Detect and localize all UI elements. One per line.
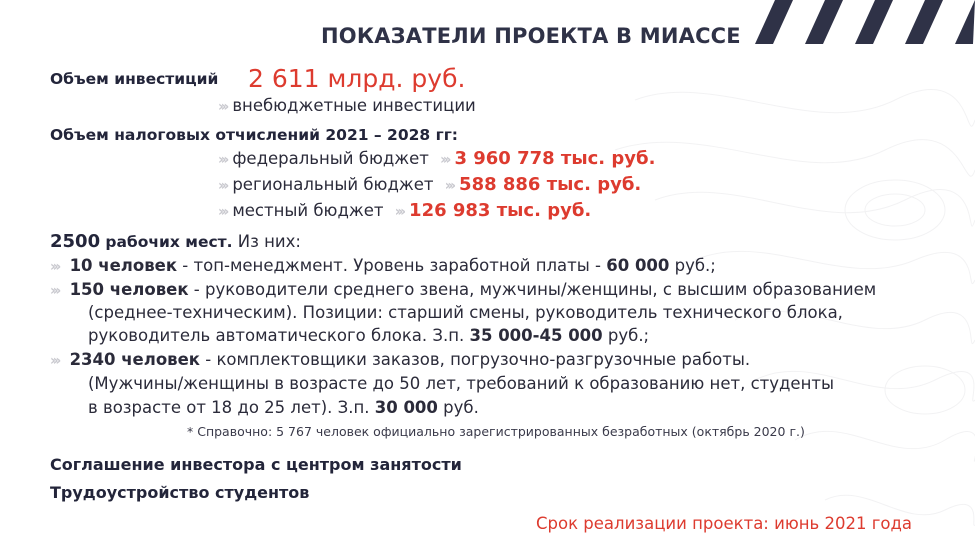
group-2-line-3 (88, 326, 649, 345)
taxes-label: Объем налоговых отчислений 2021 – 2028 гг: (50, 126, 458, 144)
tax-value: 588 886 тыс. руб. (459, 174, 642, 195)
tax-row-local (218, 200, 591, 221)
group-count: 2340 человек (69, 350, 200, 369)
investments-label: Объем инвестиций (50, 70, 219, 88)
group-text: руководитель автоматического блока. З.п. (88, 326, 470, 345)
jobs-group-2 (50, 280, 876, 299)
tax-value: 126 983 тыс. руб. (409, 200, 592, 221)
chevron-icon: ››› (440, 152, 449, 168)
students-heading: Трудоустройство студентов (50, 483, 310, 502)
chevron-icon: ››› (218, 99, 227, 115)
chevron-icon: ››› (444, 178, 454, 194)
jobs-header (50, 231, 301, 252)
group-2-line-2: (среднее-техническим). Позиции: старший смены, руководитель технического блока, (88, 303, 843, 322)
tax-value: 3 960 778 тыс. руб. (454, 148, 656, 169)
chevron-icon: ››› (218, 152, 227, 168)
tax-label: региональный бюджет (232, 175, 434, 194)
jobs-group-1 (50, 256, 716, 275)
group-3-line-2: (Мужчины/женщины в возрасте до 50 лет, требований к образованию нет, студенты (88, 374, 835, 393)
tax-label: местный бюджет (232, 201, 384, 220)
chevron-icon: ››› (218, 178, 227, 194)
group-salary: 60 000 (606, 256, 670, 275)
chevron-icon: ››› (218, 204, 227, 220)
deadline-text: Срок реализации проекта: июнь 2021 года (536, 514, 913, 533)
group-count: 10 человек (69, 256, 178, 275)
footnote: * Справочно: 5 767 человек официально зарегистрированных безработных (октябрь 2020 г.) (187, 424, 805, 439)
tax-row-regional (218, 174, 641, 195)
chevron-icon: ››› (50, 283, 59, 299)
group-text: в возрасте от 18 до 25 лет). З.п. (88, 398, 375, 417)
jobs-count-label: рабочих мест. (105, 233, 233, 251)
agreement-heading: Соглашение инвестора с центром занятости (50, 455, 462, 474)
investments-note: внебюджетные инвестиции (232, 96, 476, 115)
tax-label: федеральный бюджет (232, 149, 429, 168)
group-text: - комплектовщики заказов, погрузочно-разгрузочные работы. (200, 350, 751, 369)
group-3-line-3 (88, 398, 479, 417)
group-text: - топ-менеджмент. Уровень заработной платы - (177, 256, 607, 275)
group-text-end: руб.; (669, 256, 716, 275)
group-text-end: руб.; (602, 326, 650, 345)
group-salary: 30 000 (374, 398, 438, 417)
group-text-end: руб. (437, 398, 479, 417)
page-title: ПОКАЗАТЕЛИ ПРОЕКТА В МИАССЕ (321, 24, 741, 48)
chevron-icon: ››› (50, 259, 59, 275)
jobs-count: 2500 (50, 231, 101, 252)
decorative-stripes (735, 0, 975, 44)
group-salary: 35 000-45 000 (469, 326, 603, 345)
jobs-group-3 (50, 350, 750, 369)
group-count: 150 человек (69, 280, 189, 299)
investments-value: 2 611 млрд. руб. (248, 64, 466, 93)
chevron-icon: ››› (394, 204, 404, 220)
chevron-icon: ››› (50, 353, 59, 369)
group-text: - руководители среднего звена, мужчины/женщины, с высшим образованием (188, 280, 877, 299)
investments-note-row (218, 96, 476, 115)
tax-row-federal (218, 148, 655, 169)
jobs-of-them: Из них: (237, 232, 301, 251)
